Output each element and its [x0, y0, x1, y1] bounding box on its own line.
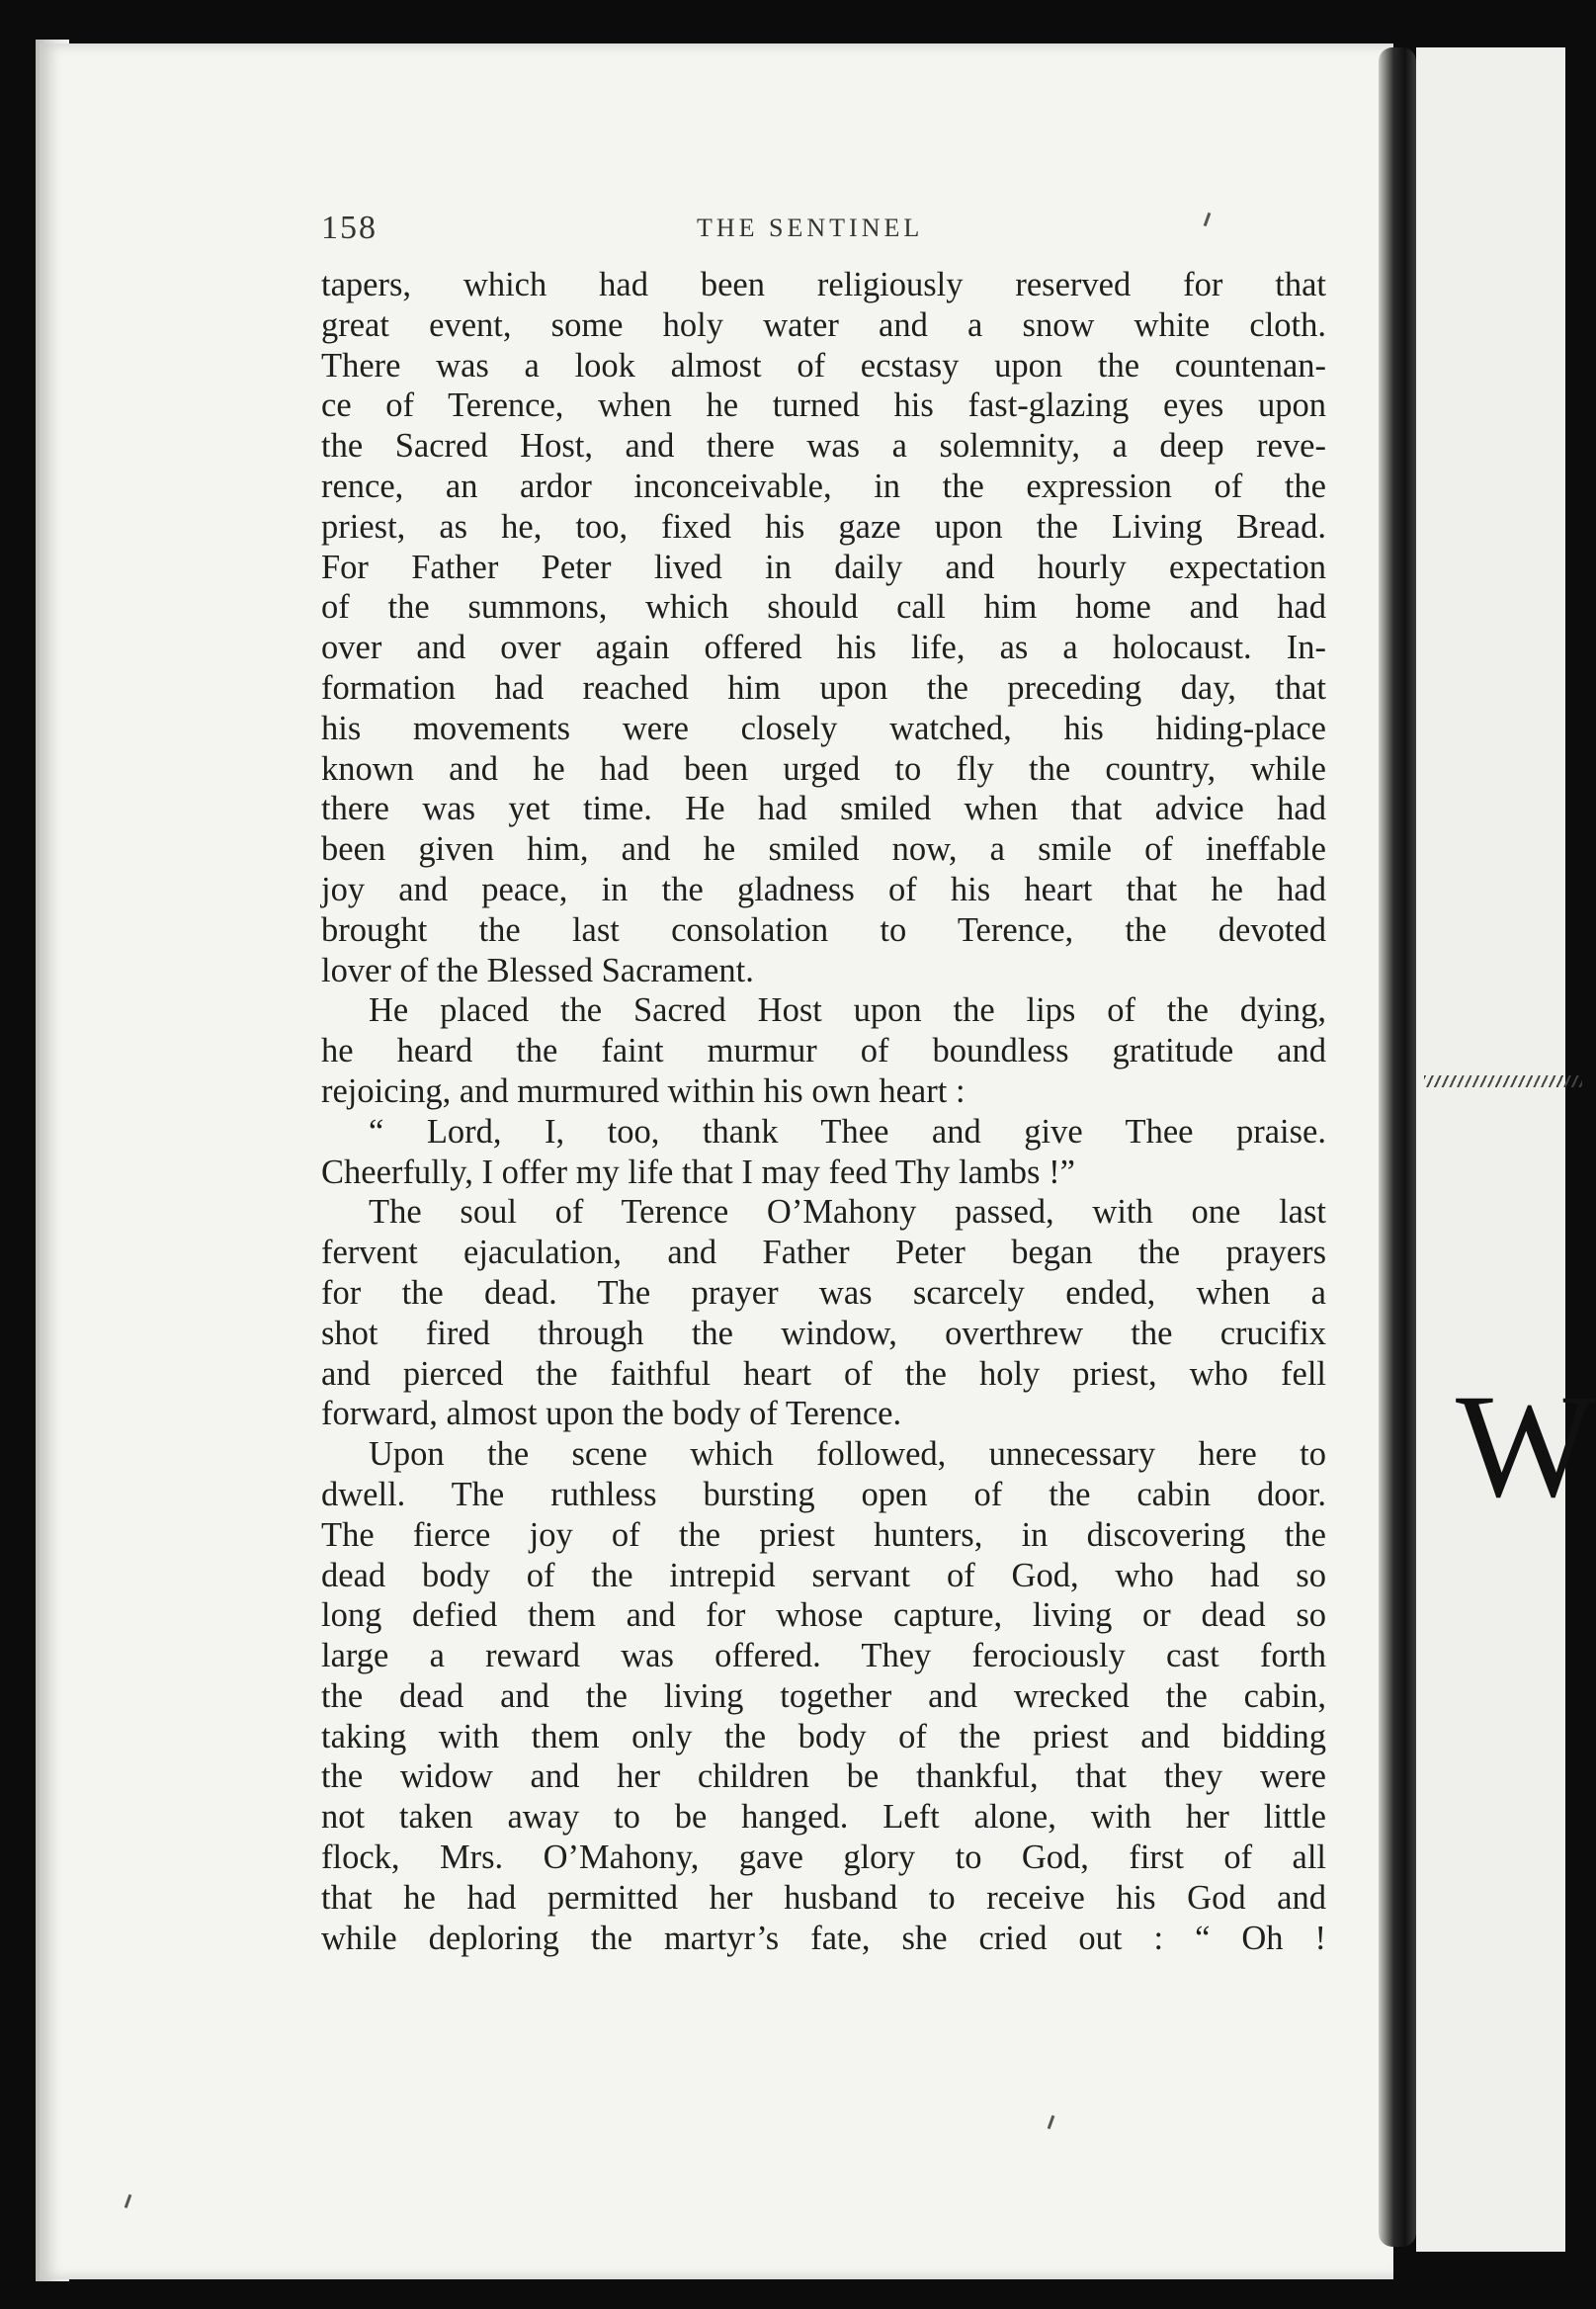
text-line: of the summons, which should call him home and had — [321, 588, 1326, 627]
text-line: while deploring the martyr’s fate, she cried out : “ Oh ! — [321, 1919, 1326, 1957]
text-line: brought the last consolation to Terence, the devoted — [321, 910, 1326, 949]
text-line: There was a look almost of ecstasy upon the countenan- — [321, 346, 1326, 385]
text-line: not taken away to be hanged. Left alone, with her little — [321, 1798, 1326, 1837]
ornamental-rule — [1424, 1075, 1582, 1087]
text-line: rence, an ardor inconceivable, in the expression of the — [321, 467, 1326, 505]
text-line: priest, as he, too, fixed his gaze upon the Living Bread. — [321, 507, 1326, 546]
text-line: for the dead. The prayer was scarcely ended, when a — [321, 1273, 1326, 1312]
page-header — [321, 210, 1326, 249]
text-line: the dead and the living together and wrecked the cabin, — [321, 1676, 1326, 1715]
text-line: formation had reached him upon the preceding day, that — [321, 668, 1326, 707]
text-line: been given him, and he smiled now, a smile of ineffable — [321, 830, 1326, 869]
text-line: he heard the faint murmur of boundless gratitude and — [321, 1032, 1326, 1070]
text-line: “ Lord, I, too, thank Thee and give Thee praise. — [369, 1112, 1326, 1151]
text-line: that he had permitted her husband to receive his God and — [321, 1878, 1326, 1917]
text-line: Upon the scene which followed, unnecessary here to — [369, 1435, 1326, 1474]
left-page-text — [321, 265, 1326, 1958]
text-line: there was yet time. He had smiled when that advice had — [321, 790, 1326, 828]
book-gutter — [1379, 47, 1416, 2247]
text-line: long defied them and for whose capture, living or dead so — [321, 1596, 1326, 1635]
right-page — [1416, 47, 1596, 2252]
text-line: large a reward was offered. They ferociously cast forth — [321, 1637, 1326, 1675]
text-line: ce of Terence, when he turned his fast-glazing eyes upon — [321, 386, 1326, 425]
text-line: Cheerfully, I offer my life that I may feed Thy lambs !” — [321, 1153, 1075, 1191]
text-line: the Sacred Host, and there was a solemnity, a deep reve- — [321, 427, 1326, 466]
running-head: THE SENTINEL — [697, 214, 924, 242]
text-line: dwell. The ruthless bursting open of the cabin door. — [321, 1475, 1326, 1513]
text-line: forward, almost upon the body of Terence. — [321, 1395, 902, 1433]
text-line: dead body of the intrepid servant of God, who had so — [321, 1556, 1326, 1594]
text-line: fervent ejaculation, and Father Peter began the prayers — [321, 1234, 1326, 1272]
text-line: He placed the Sacred Host upon the lips of the dying, — [369, 991, 1326, 1030]
text-line: great event, some holy water and a snow white cloth. — [321, 305, 1326, 344]
page-number: 158 — [321, 210, 378, 246]
text-line: tapers, which had been religiously reserved for that — [321, 266, 1326, 303]
text-line: his movements were closely watched, his hiding-place — [321, 709, 1326, 747]
text-line: flock, Mrs. O’Mahony, gave glory to God, first of all — [321, 1839, 1326, 1877]
text-line: For Father Peter lived in daily and hourly expectation — [321, 548, 1326, 586]
text-line: known and he had been urged to fly the country, while — [321, 749, 1326, 788]
text-line: lover of the Blessed Sacrament. — [321, 951, 754, 989]
text-line: shot fired through the window, overthrew the crucifix — [321, 1314, 1326, 1352]
drop-cap: W — [1456, 1364, 1596, 1528]
text-line: joy and peace, in the gladness of his heart that he had — [321, 870, 1326, 908]
text-line: taking with them only the body of the priest and bidding — [321, 1717, 1326, 1755]
text-line: and pierced the faithful heart of the holy priest, who fell — [321, 1354, 1326, 1393]
text-line: over and over again offered his life, as a holocaust. In- — [321, 629, 1326, 667]
text-line: rejoicing, and murmured within his own heart : — [321, 1071, 966, 1110]
text-line: The fierce joy of the priest hunters, in discovering the — [321, 1515, 1326, 1554]
text-line: The soul of Terence O’Mahony passed, with one last — [369, 1193, 1326, 1232]
text-line: the widow and her children be thankful, that they were — [321, 1757, 1326, 1796]
